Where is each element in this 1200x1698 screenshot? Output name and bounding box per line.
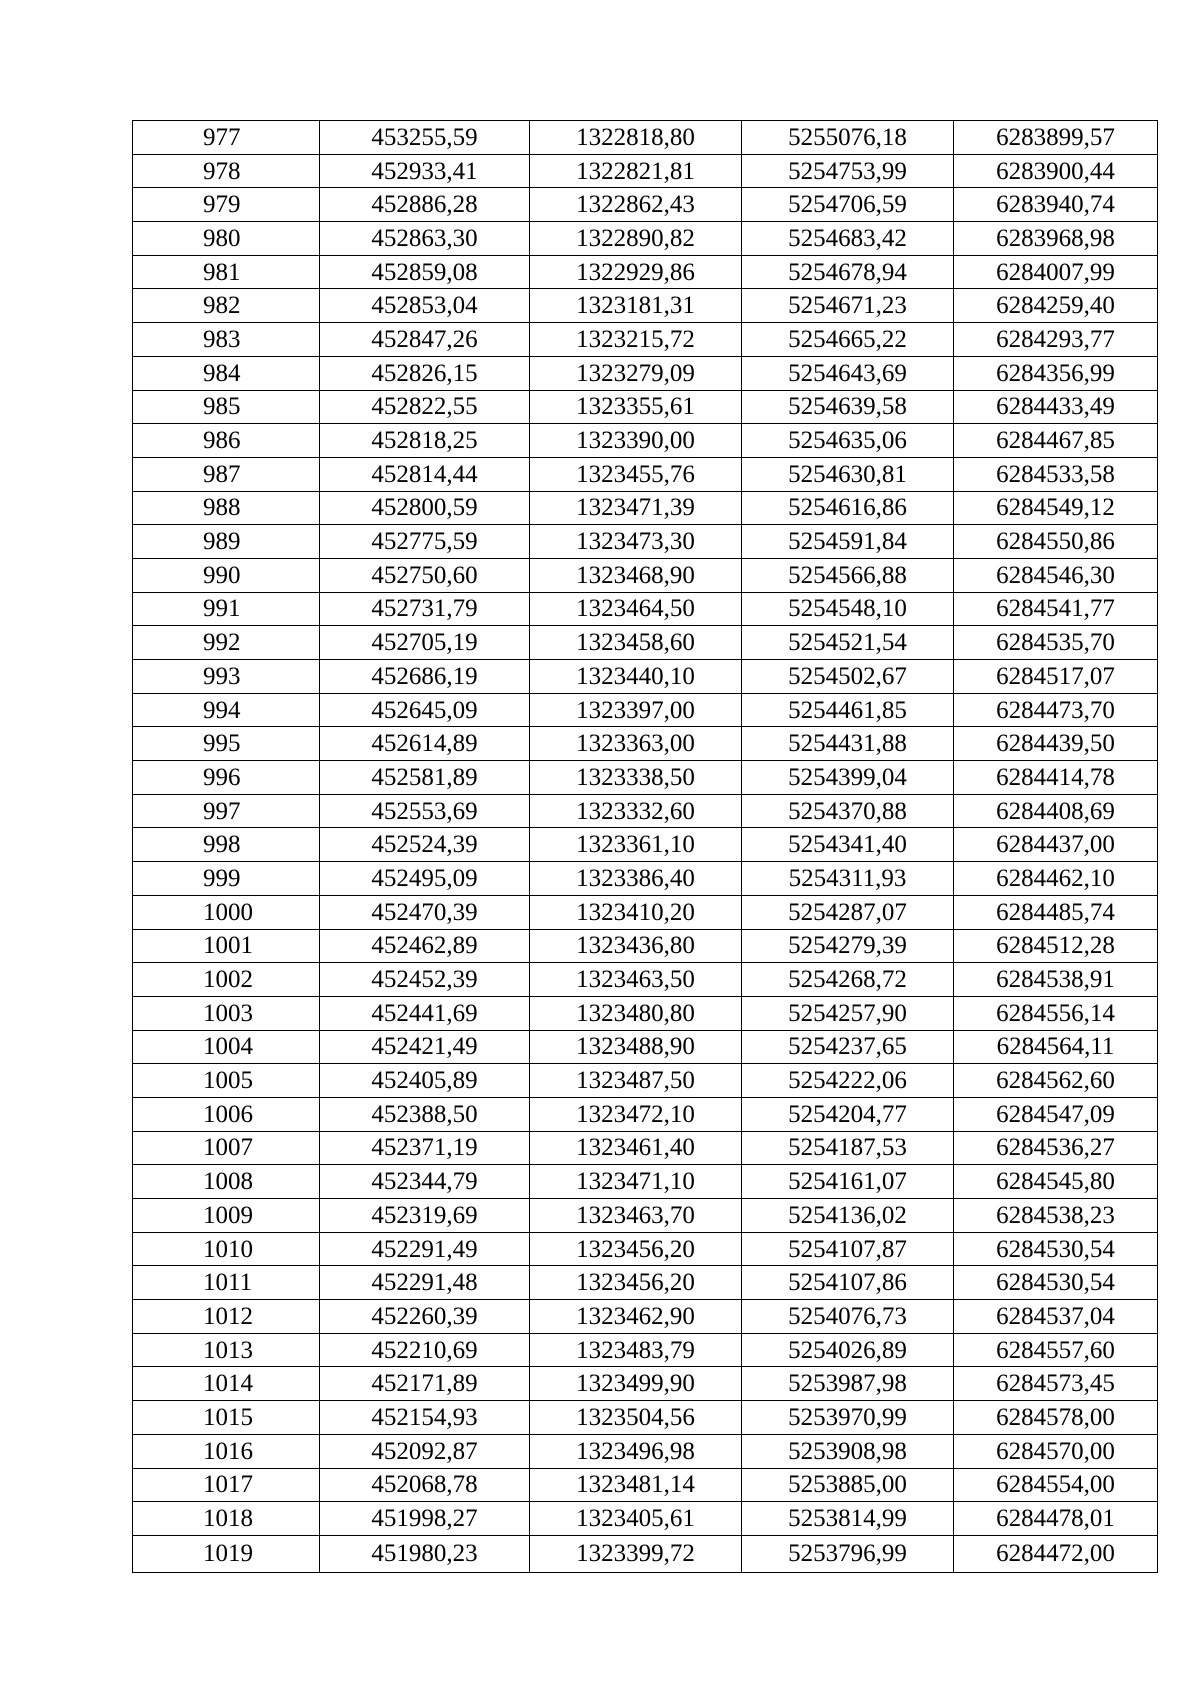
table-row	[133, 491, 1158, 525]
coord-x2-cell: 5254187,53	[742, 1131, 954, 1165]
coord-y1-cell: 1323480,80	[530, 996, 742, 1030]
table-row	[133, 626, 1158, 660]
coord-x1-cell: 452822,55	[320, 390, 530, 424]
coord-x2-cell: 5254502,67	[742, 660, 954, 694]
point-number-cell: 1009	[133, 1199, 320, 1233]
coord-y2-cell: 6284472,00	[954, 1535, 1158, 1572]
coord-x2-cell: 5254107,87	[742, 1232, 954, 1266]
coord-y1-cell: 1323215,72	[530, 323, 742, 357]
point-number-cell: 1000	[133, 895, 320, 929]
point-number-cell: 1015	[133, 1401, 320, 1435]
coord-y2-cell: 6284578,00	[954, 1401, 1158, 1435]
coord-y2-cell: 6283940,74	[954, 188, 1158, 222]
table-row	[133, 862, 1158, 896]
point-number-cell: 1010	[133, 1232, 320, 1266]
coord-x2-cell: 5253970,99	[742, 1401, 954, 1435]
coord-y2-cell: 6284535,70	[954, 626, 1158, 660]
table-row	[133, 154, 1158, 188]
coord-x2-cell: 5254204,77	[742, 1097, 954, 1131]
coord-y1-cell: 1323440,10	[530, 660, 742, 694]
point-number-cell: 993	[133, 660, 320, 694]
coord-x1-cell: 452775,59	[320, 525, 530, 559]
coord-x1-cell: 451998,27	[320, 1502, 530, 1536]
coord-y1-cell: 1323363,00	[530, 727, 742, 761]
table-row	[133, 356, 1158, 390]
point-number-cell: 978	[133, 154, 320, 188]
coord-x2-cell: 5254639,58	[742, 390, 954, 424]
point-number-cell: 1007	[133, 1131, 320, 1165]
coord-y2-cell: 6284512,28	[954, 929, 1158, 963]
coord-x2-cell: 5253885,00	[742, 1468, 954, 1502]
coord-y2-cell: 6284564,11	[954, 1030, 1158, 1064]
point-number-cell: 986	[133, 424, 320, 458]
coord-y1-cell: 1323338,50	[530, 761, 742, 795]
coord-y1-cell: 1323463,70	[530, 1199, 742, 1233]
coord-x1-cell: 452210,69	[320, 1333, 530, 1367]
coord-x1-cell: 452581,89	[320, 761, 530, 795]
coord-y2-cell: 6284473,70	[954, 693, 1158, 727]
coord-y1-cell: 1323461,40	[530, 1131, 742, 1165]
coord-y2-cell: 6284556,14	[954, 996, 1158, 1030]
table-row	[133, 1030, 1158, 1064]
coord-x1-cell: 452388,50	[320, 1097, 530, 1131]
coord-y1-cell: 1323399,72	[530, 1535, 742, 1572]
coord-x1-cell: 452859,08	[320, 255, 530, 289]
coord-y2-cell: 6284467,85	[954, 424, 1158, 458]
coord-y1-cell: 1323390,00	[530, 424, 742, 458]
table-row	[133, 1199, 1158, 1233]
coord-y2-cell: 6284536,27	[954, 1131, 1158, 1165]
coord-y2-cell: 6284573,45	[954, 1367, 1158, 1401]
point-number-cell: 992	[133, 626, 320, 660]
coord-x2-cell: 5254311,93	[742, 862, 954, 896]
point-number-cell: 980	[133, 222, 320, 256]
coord-x1-cell: 452495,09	[320, 862, 530, 896]
table-row	[133, 660, 1158, 694]
coord-x1-cell: 452524,39	[320, 828, 530, 862]
coord-y1-cell: 1323481,14	[530, 1468, 742, 1502]
coord-y2-cell: 6284550,86	[954, 525, 1158, 559]
coord-y2-cell: 6283899,57	[954, 121, 1158, 155]
coord-x1-cell: 452291,49	[320, 1232, 530, 1266]
table-row	[133, 558, 1158, 592]
coord-y2-cell: 6284554,00	[954, 1468, 1158, 1502]
table-row	[133, 457, 1158, 491]
coord-x2-cell: 5253814,99	[742, 1502, 954, 1536]
coord-x1-cell: 452847,26	[320, 323, 530, 357]
table-row	[133, 1468, 1158, 1502]
table-row	[133, 592, 1158, 626]
table-row	[133, 222, 1158, 256]
coord-x1-cell: 452731,79	[320, 592, 530, 626]
coord-y1-cell: 1323472,10	[530, 1097, 742, 1131]
coord-x1-cell: 452814,44	[320, 457, 530, 491]
coord-y2-cell: 6284570,00	[954, 1434, 1158, 1468]
coord-x1-cell: 452092,87	[320, 1434, 530, 1468]
coord-y1-cell: 1323410,20	[530, 895, 742, 929]
coord-x2-cell: 5254706,59	[742, 188, 954, 222]
table-row	[133, 727, 1158, 761]
point-number-cell: 1016	[133, 1434, 320, 1468]
point-number-cell: 999	[133, 862, 320, 896]
coord-y1-cell: 1323458,60	[530, 626, 742, 660]
coord-y2-cell: 6284538,91	[954, 963, 1158, 997]
coord-x1-cell: 452553,69	[320, 794, 530, 828]
coord-y1-cell: 1323181,31	[530, 289, 742, 323]
table-row	[133, 289, 1158, 323]
coord-y1-cell: 1323473,30	[530, 525, 742, 559]
coord-x2-cell: 5254222,06	[742, 1064, 954, 1098]
coord-x2-cell: 5254268,72	[742, 963, 954, 997]
coord-y2-cell: 6283900,44	[954, 154, 1158, 188]
point-number-cell: 985	[133, 390, 320, 424]
coord-x1-cell: 452452,39	[320, 963, 530, 997]
point-number-cell: 1001	[133, 929, 320, 963]
table-row	[133, 1401, 1158, 1435]
coord-y2-cell: 6284546,30	[954, 558, 1158, 592]
coord-x1-cell: 452800,59	[320, 491, 530, 525]
table-row	[133, 121, 1158, 155]
table-row	[133, 1535, 1158, 1572]
coord-y1-cell: 1323483,79	[530, 1333, 742, 1367]
coord-x2-cell: 5254161,07	[742, 1165, 954, 1199]
coord-y2-cell: 6284517,07	[954, 660, 1158, 694]
coord-y2-cell: 6284259,40	[954, 289, 1158, 323]
coord-y2-cell: 6284414,78	[954, 761, 1158, 795]
table-row	[133, 188, 1158, 222]
coord-x1-cell: 452291,48	[320, 1266, 530, 1300]
coord-y1-cell: 1323471,39	[530, 491, 742, 525]
coord-y2-cell: 6284533,58	[954, 457, 1158, 491]
coord-y2-cell: 6284408,69	[954, 794, 1158, 828]
table-row	[133, 1064, 1158, 1098]
coord-x2-cell: 5254665,22	[742, 323, 954, 357]
table-row	[133, 895, 1158, 929]
coord-y2-cell: 6283968,98	[954, 222, 1158, 256]
table-row	[133, 255, 1158, 289]
coord-y2-cell: 6284437,00	[954, 828, 1158, 862]
table-row	[133, 929, 1158, 963]
coord-x2-cell: 5253987,98	[742, 1367, 954, 1401]
point-number-cell: 1008	[133, 1165, 320, 1199]
table-row	[133, 963, 1158, 997]
table-row	[133, 1165, 1158, 1199]
coord-y1-cell: 1323455,76	[530, 457, 742, 491]
point-number-cell: 998	[133, 828, 320, 862]
coord-y1-cell: 1323456,20	[530, 1232, 742, 1266]
coord-x2-cell: 5254566,88	[742, 558, 954, 592]
coord-y2-cell: 6284478,01	[954, 1502, 1158, 1536]
coord-y2-cell: 6284007,99	[954, 255, 1158, 289]
coord-x1-cell: 452319,69	[320, 1199, 530, 1233]
coord-y1-cell: 1323464,50	[530, 592, 742, 626]
coord-x2-cell: 5253908,98	[742, 1434, 954, 1468]
coord-x2-cell: 5254548,10	[742, 592, 954, 626]
coord-y1-cell: 1323487,50	[530, 1064, 742, 1098]
coord-x1-cell: 452933,41	[320, 154, 530, 188]
coord-x2-cell: 5254616,86	[742, 491, 954, 525]
point-number-cell: 1004	[133, 1030, 320, 1064]
table-row	[133, 1232, 1158, 1266]
table-row	[133, 1434, 1158, 1468]
table-row	[133, 761, 1158, 795]
point-number-cell: 1006	[133, 1097, 320, 1131]
coord-x1-cell: 452068,78	[320, 1468, 530, 1502]
coord-x2-cell: 5254341,40	[742, 828, 954, 862]
coord-x2-cell: 5254635,06	[742, 424, 954, 458]
coord-y1-cell: 1323488,90	[530, 1030, 742, 1064]
coord-y2-cell: 6284538,23	[954, 1199, 1158, 1233]
point-number-cell: 1018	[133, 1502, 320, 1536]
coord-y2-cell: 6284439,50	[954, 727, 1158, 761]
coord-y1-cell: 1323397,00	[530, 693, 742, 727]
table-row	[133, 1131, 1158, 1165]
coordinates-table	[132, 120, 1158, 1573]
coord-x1-cell: 452154,93	[320, 1401, 530, 1435]
point-number-cell: 981	[133, 255, 320, 289]
coord-y2-cell: 6284547,09	[954, 1097, 1158, 1131]
table-row	[133, 693, 1158, 727]
coord-x2-cell: 5254678,94	[742, 255, 954, 289]
coord-y1-cell: 1323361,10	[530, 828, 742, 862]
coord-y1-cell: 1323436,80	[530, 929, 742, 963]
coord-x2-cell: 5254521,54	[742, 626, 954, 660]
coordinates-table-body	[133, 121, 1158, 1573]
coord-y2-cell: 6284293,77	[954, 323, 1158, 357]
coord-y1-cell: 1322929,86	[530, 255, 742, 289]
coord-x2-cell: 5254671,23	[742, 289, 954, 323]
coord-y2-cell: 6284541,77	[954, 592, 1158, 626]
point-number-cell: 1019	[133, 1535, 320, 1572]
table-row	[133, 828, 1158, 862]
point-number-cell: 1013	[133, 1333, 320, 1367]
point-number-cell: 1003	[133, 996, 320, 1030]
point-number-cell: 983	[133, 323, 320, 357]
coord-x2-cell: 5254287,07	[742, 895, 954, 929]
coord-x1-cell: 452462,89	[320, 929, 530, 963]
coord-x1-cell: 452371,19	[320, 1131, 530, 1165]
coord-x2-cell: 5255076,18	[742, 121, 954, 155]
coord-y2-cell: 6284485,74	[954, 895, 1158, 929]
coord-x1-cell: 452421,49	[320, 1030, 530, 1064]
coord-x1-cell: 452853,04	[320, 289, 530, 323]
coord-y2-cell: 6284537,04	[954, 1300, 1158, 1334]
coord-x1-cell: 452441,69	[320, 996, 530, 1030]
coord-y1-cell: 1323504,56	[530, 1401, 742, 1435]
coord-x1-cell: 452826,15	[320, 356, 530, 390]
coord-x2-cell: 5254237,65	[742, 1030, 954, 1064]
coord-y2-cell: 6284356,99	[954, 356, 1158, 390]
point-number-cell: 1005	[133, 1064, 320, 1098]
point-number-cell: 994	[133, 693, 320, 727]
table-row	[133, 1266, 1158, 1300]
coord-y2-cell: 6284462,10	[954, 862, 1158, 896]
point-number-cell: 1014	[133, 1367, 320, 1401]
table-row	[133, 424, 1158, 458]
coord-x1-cell: 451980,23	[320, 1535, 530, 1572]
coord-y1-cell: 1322890,82	[530, 222, 742, 256]
coord-x1-cell: 452344,79	[320, 1165, 530, 1199]
table-row	[133, 1367, 1158, 1401]
point-number-cell: 990	[133, 558, 320, 592]
coord-x2-cell: 5254591,84	[742, 525, 954, 559]
point-number-cell: 997	[133, 794, 320, 828]
point-number-cell: 989	[133, 525, 320, 559]
coord-x2-cell: 5254431,88	[742, 727, 954, 761]
coord-y2-cell: 6284549,12	[954, 491, 1158, 525]
coord-y1-cell: 1323499,90	[530, 1367, 742, 1401]
coord-x1-cell: 452614,89	[320, 727, 530, 761]
table-row	[133, 390, 1158, 424]
coord-y2-cell: 6284545,80	[954, 1165, 1158, 1199]
coord-x2-cell: 5254257,90	[742, 996, 954, 1030]
coord-x1-cell: 452405,89	[320, 1064, 530, 1098]
coord-x2-cell: 5253796,99	[742, 1535, 954, 1572]
coord-y1-cell: 1323456,20	[530, 1266, 742, 1300]
coord-x1-cell: 452705,19	[320, 626, 530, 660]
point-number-cell: 1017	[133, 1468, 320, 1502]
table-row	[133, 1333, 1158, 1367]
coord-y1-cell: 1323496,98	[530, 1434, 742, 1468]
coord-x2-cell: 5254136,02	[742, 1199, 954, 1233]
coord-x1-cell: 452645,09	[320, 693, 530, 727]
coord-x2-cell: 5254370,88	[742, 794, 954, 828]
point-number-cell: 1011	[133, 1266, 320, 1300]
coord-y1-cell: 1323355,61	[530, 390, 742, 424]
coord-x1-cell: 452260,39	[320, 1300, 530, 1334]
point-number-cell: 977	[133, 121, 320, 155]
coord-y1-cell: 1323405,61	[530, 1502, 742, 1536]
coord-y1-cell: 1323463,50	[530, 963, 742, 997]
point-number-cell: 988	[133, 491, 320, 525]
coord-x1-cell: 452171,89	[320, 1367, 530, 1401]
coord-y1-cell: 1323471,10	[530, 1165, 742, 1199]
table-row	[133, 1097, 1158, 1131]
coord-x1-cell: 452863,30	[320, 222, 530, 256]
coord-y1-cell: 1323386,40	[530, 862, 742, 896]
point-number-cell: 991	[133, 592, 320, 626]
coord-x2-cell: 5254630,81	[742, 457, 954, 491]
point-number-cell: 995	[133, 727, 320, 761]
point-number-cell: 982	[133, 289, 320, 323]
coord-x2-cell: 5254643,69	[742, 356, 954, 390]
coord-y2-cell: 6284557,60	[954, 1333, 1158, 1367]
coord-x1-cell: 453255,59	[320, 121, 530, 155]
coord-y1-cell: 1322862,43	[530, 188, 742, 222]
coord-y1-cell: 1322818,80	[530, 121, 742, 155]
coord-x1-cell: 452470,39	[320, 895, 530, 929]
coord-x1-cell: 452818,25	[320, 424, 530, 458]
coord-y1-cell: 1323279,09	[530, 356, 742, 390]
point-number-cell: 1002	[133, 963, 320, 997]
coord-x2-cell: 5254279,39	[742, 929, 954, 963]
table-row	[133, 1502, 1158, 1536]
point-number-cell: 996	[133, 761, 320, 795]
coord-y1-cell: 1323462,90	[530, 1300, 742, 1334]
coord-x1-cell: 452886,28	[320, 188, 530, 222]
coord-y1-cell: 1323332,60	[530, 794, 742, 828]
table-row	[133, 996, 1158, 1030]
coord-x2-cell: 5254683,42	[742, 222, 954, 256]
coord-x1-cell: 452686,19	[320, 660, 530, 694]
point-number-cell: 979	[133, 188, 320, 222]
coord-y1-cell: 1322821,81	[530, 154, 742, 188]
coord-x2-cell: 5254461,85	[742, 693, 954, 727]
coord-x2-cell: 5254076,73	[742, 1300, 954, 1334]
coord-x2-cell: 5254753,99	[742, 154, 954, 188]
coord-y2-cell: 6284530,54	[954, 1266, 1158, 1300]
coord-y2-cell: 6284562,60	[954, 1064, 1158, 1098]
point-number-cell: 987	[133, 457, 320, 491]
table-row	[133, 525, 1158, 559]
table-row	[133, 1300, 1158, 1334]
coord-x2-cell: 5254107,86	[742, 1266, 954, 1300]
point-number-cell: 1012	[133, 1300, 320, 1334]
coord-y1-cell: 1323468,90	[530, 558, 742, 592]
point-number-cell: 984	[133, 356, 320, 390]
table-row	[133, 794, 1158, 828]
table-row	[133, 323, 1158, 357]
coord-x2-cell: 5254399,04	[742, 761, 954, 795]
coord-x1-cell: 452750,60	[320, 558, 530, 592]
coord-y2-cell: 6284433,49	[954, 390, 1158, 424]
coord-x2-cell: 5254026,89	[742, 1333, 954, 1367]
coord-y2-cell: 6284530,54	[954, 1232, 1158, 1266]
